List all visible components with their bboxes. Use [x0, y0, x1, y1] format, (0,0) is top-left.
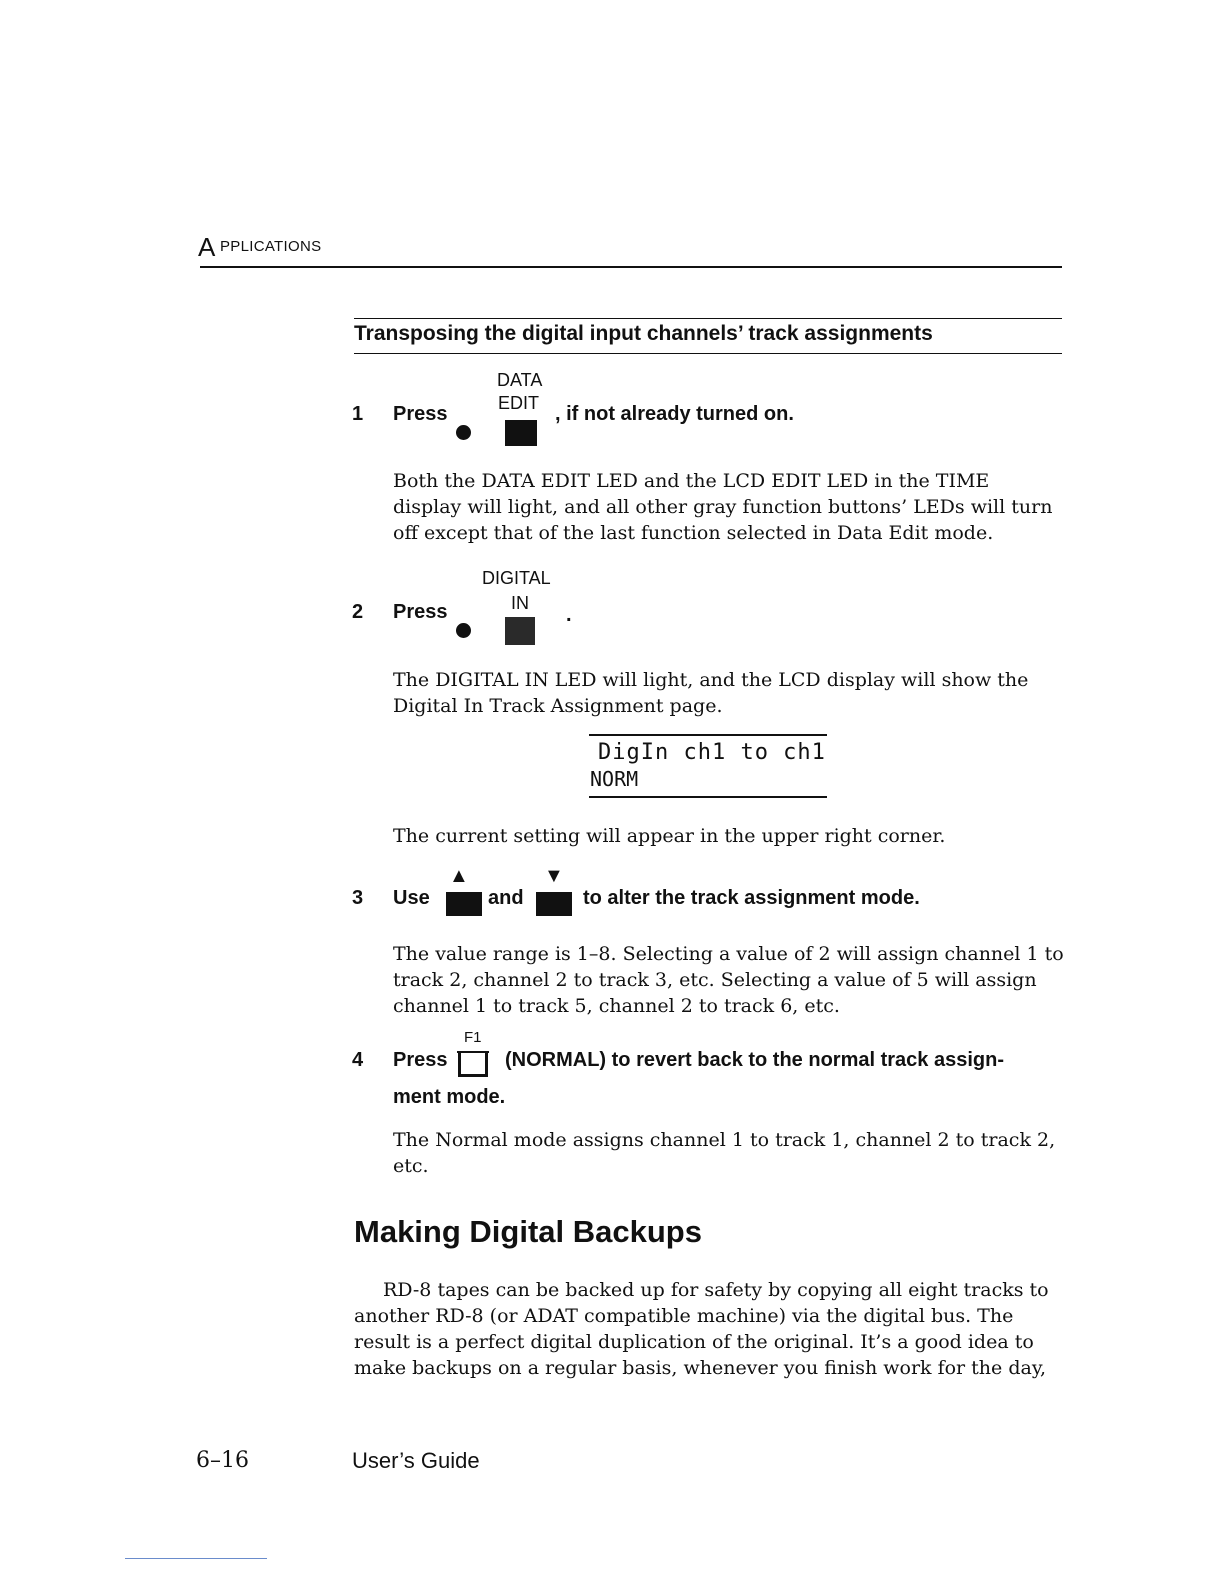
- lcd-line-1: DigIn ch1 to ch1: [598, 740, 826, 765]
- body-line: etc.: [393, 1155, 429, 1177]
- body-line: make backups on a regular basis, whenever you finish work for the day,: [354, 1357, 1047, 1379]
- up-arrow-icon: ▲: [449, 865, 469, 887]
- down-key: [536, 892, 572, 916]
- lcd-rule-top: [589, 734, 827, 736]
- key-label-top: DATA: [497, 370, 543, 390]
- body-line: Digital In Track Assignment page.: [393, 695, 723, 717]
- section-rule-bottom: [354, 353, 1062, 354]
- step-verb: Press: [393, 601, 448, 623]
- key-label-top: DIGITAL: [482, 568, 551, 588]
- body-line: Both the DATA EDIT LED and the LCD EDIT LED in the TIME: [393, 470, 990, 492]
- step-number: 4: [352, 1049, 364, 1071]
- lcd-line-2: NORM: [590, 767, 639, 791]
- body-line: channel 1 to track 5, channel 2 to track 6, etc.: [393, 995, 840, 1017]
- step-instruction: (NORMAL) to revert back to the normal track assign-: [505, 1049, 1004, 1071]
- step-verb: Press: [393, 403, 448, 425]
- led-icon: [456, 623, 471, 638]
- step-body: [393, 941, 1064, 1019]
- step-instruction: , if not already turned on.: [555, 403, 794, 425]
- section-title: Transposing the digital input channels’ track assignments: [354, 322, 933, 345]
- body-line: The DIGITAL IN LED will light, and the LCD display will show the: [393, 669, 1029, 691]
- lcd-rule-bottom: [589, 796, 827, 798]
- step-number: 2: [352, 601, 364, 623]
- digital-in-key: [505, 617, 535, 645]
- f1-key-icon: [458, 1053, 488, 1077]
- section-header-initial: A: [198, 232, 216, 262]
- body-line: track 2, channel 2 to track 3, etc. Selecting a value of 5 will assign: [393, 969, 1037, 991]
- body-line: off except that of the last function selected in Data Edit mode.: [393, 522, 994, 544]
- scan-edge-line: [125, 1558, 267, 1559]
- body-line: result is a perfect digital duplication of the original. It’s a good idea to: [354, 1331, 1034, 1353]
- step-number: 3: [352, 887, 364, 909]
- step-verb: Use: [393, 887, 430, 909]
- key-label: IN: [511, 593, 529, 613]
- data-edit-key: [505, 420, 537, 446]
- step-instruction: .: [566, 604, 572, 626]
- led-icon: [456, 425, 471, 440]
- step-connector: and: [488, 887, 524, 909]
- step-number: 1: [352, 403, 364, 425]
- step-body: [393, 667, 1028, 719]
- body-line: The value range is 1–8. Selecting a value of 2 will assign channel 1 to: [393, 943, 1064, 965]
- step-verb: Press: [393, 1049, 448, 1071]
- step-body: [393, 468, 1052, 546]
- key-label: F1: [464, 1029, 482, 1046]
- down-arrow-icon: ▼: [544, 865, 564, 887]
- backup-paragraph: [354, 1277, 1074, 1381]
- section-rule-top: [354, 318, 1062, 319]
- up-key: [446, 892, 482, 916]
- backup-heading: Making Digital Backups: [354, 1214, 702, 1249]
- body-line: RD-8 tapes can be backed up for safety by copying all eight tracks to: [383, 1279, 1049, 1301]
- key-label: EDIT: [498, 393, 540, 413]
- footer-title: User’s Guide: [352, 1448, 480, 1473]
- body-line: display will light, and all other gray function buttons’ LEDs will turn: [393, 496, 1053, 518]
- step-instruction-cont: ment mode.: [393, 1086, 506, 1108]
- page-number: 6–16: [196, 1448, 249, 1473]
- header-rule: [200, 266, 1062, 268]
- section-header: PPLICATIONS: [220, 238, 322, 255]
- body-line: The Normal mode assigns channel 1 to track 1, channel 2 to track 2,: [393, 1129, 1056, 1151]
- step-body: [393, 1127, 1055, 1179]
- step-instruction: to alter the track assignment mode.: [583, 887, 920, 909]
- lcd-note: The current setting will appear in the upper right corner.: [393, 825, 946, 847]
- body-line: another RD-8 (or ADAT compatible machine) via the digital bus. The: [354, 1305, 1014, 1327]
